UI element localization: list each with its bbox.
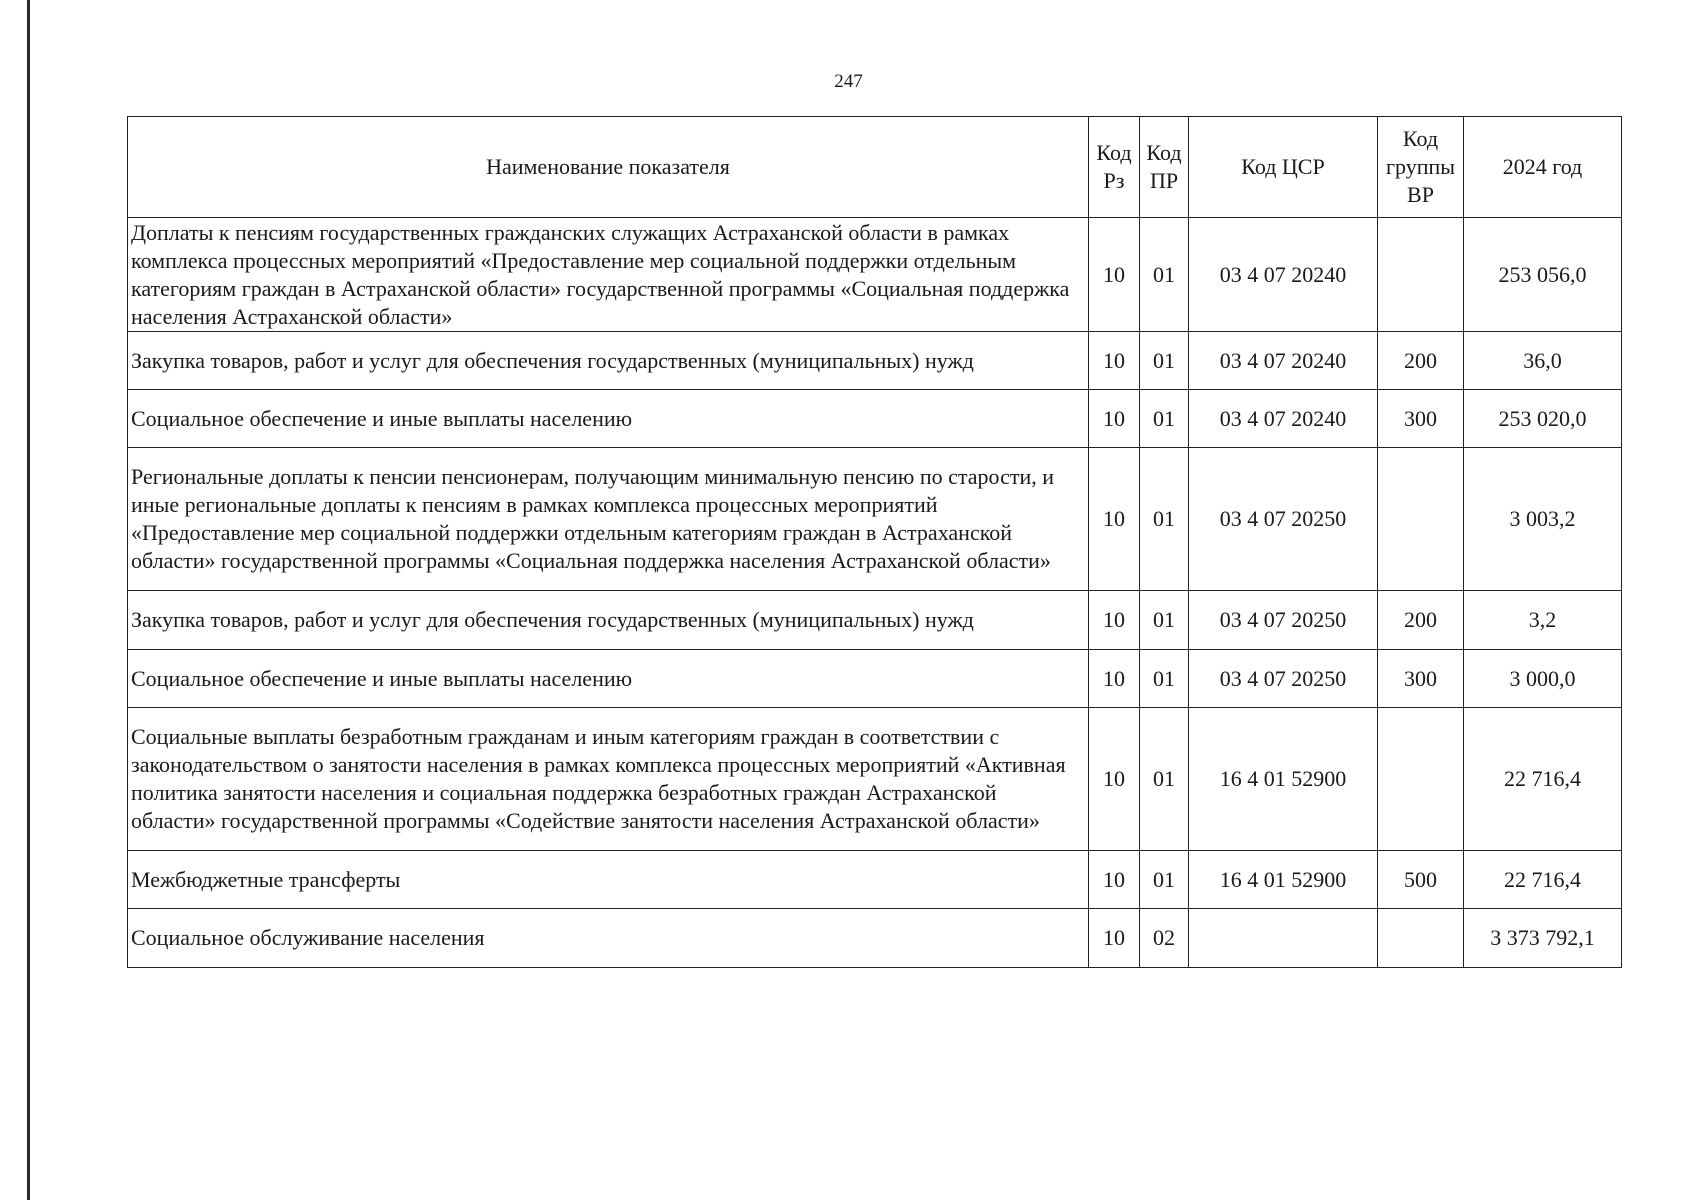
- table-row: [128, 708, 1622, 851]
- row-amount: 3,2: [1464, 591, 1622, 650]
- row-csr: [1189, 909, 1378, 968]
- row-vr: 200: [1378, 591, 1464, 650]
- row-name: Региональные доплаты к пенсии пенсионерам, получающим минимальную пенсию по старости, и иные региональные доплаты к пенсиям в рамках комплекса процессных мероприятий «Предоставление мер социальной поддержки отдельным категориям граждан в Астраханской области» государственной программы «Социальная поддержка населения Астраханской области»: [128, 448, 1089, 591]
- binding-margin-line: [27, 0, 30, 1200]
- table-row: [128, 390, 1622, 448]
- row-csr: 03 4 07 20250: [1189, 650, 1378, 708]
- row-amount: 3 003,2: [1464, 448, 1622, 591]
- row-vr: 300: [1378, 650, 1464, 708]
- table-row: [128, 909, 1622, 968]
- row-vr: 500: [1378, 851, 1464, 909]
- row-name: Закупка товаров, работ и услуг для обеспечения государственных (муниципальных) нужд: [128, 332, 1089, 390]
- row-rz: 10: [1089, 650, 1140, 708]
- row-rz: 10: [1089, 591, 1140, 650]
- row-csr: 03 4 07 20250: [1189, 448, 1378, 591]
- row-pr: 01: [1140, 448, 1189, 591]
- table-header-row: [128, 117, 1622, 218]
- table-row: [128, 332, 1622, 390]
- row-vr: [1378, 909, 1464, 968]
- row-amount: 253 056,0: [1464, 218, 1622, 332]
- row-pr: 02: [1140, 909, 1189, 968]
- row-name: Социальные выплаты безработным гражданам и иным категориям граждан в соответствии с законодательством о занятости населения в рамках комплекса процессных мероприятий «Активная политика занятости населения и социальная поддержка безработных граждан Астраханской области» государственной программы «Содействие занятости населения Астраханской области»: [128, 708, 1089, 851]
- row-pr: 01: [1140, 390, 1189, 448]
- row-rz: 10: [1089, 448, 1140, 591]
- header-csr: Код ЦСР: [1189, 117, 1378, 218]
- row-amount: 3 373 792,1: [1464, 909, 1622, 968]
- header-year: 2024 год: [1464, 117, 1622, 218]
- row-csr: 16 4 01 52900: [1189, 851, 1378, 909]
- row-csr: 03 4 07 20240: [1189, 390, 1378, 448]
- table-row: [128, 218, 1622, 332]
- row-csr: 03 4 07 20240: [1189, 332, 1378, 390]
- row-name: Социальное обеспечение и иные выплаты населению: [128, 650, 1089, 708]
- table-row: [128, 448, 1622, 591]
- row-rz: 10: [1089, 390, 1140, 448]
- row-rz: 10: [1089, 332, 1140, 390]
- row-pr: 01: [1140, 708, 1189, 851]
- table-row: [128, 591, 1622, 650]
- table-row: [128, 650, 1622, 708]
- row-name: Закупка товаров, работ и услуг для обеспечения государственных (муниципальных) нужд: [128, 591, 1089, 650]
- row-amount: 22 716,4: [1464, 851, 1622, 909]
- row-rz: 10: [1089, 218, 1140, 332]
- row-pr: 01: [1140, 650, 1189, 708]
- header-vr: Код группы ВР: [1378, 117, 1464, 218]
- row-vr: [1378, 708, 1464, 851]
- row-amount: 3 000,0: [1464, 650, 1622, 708]
- row-csr: 03 4 07 20250: [1189, 591, 1378, 650]
- page-number: 247: [834, 71, 863, 92]
- row-amount: 36,0: [1464, 332, 1622, 390]
- row-amount: 253 020,0: [1464, 390, 1622, 448]
- row-vr: 200: [1378, 332, 1464, 390]
- row-name: Социальное обслуживание населения: [128, 909, 1089, 968]
- row-pr: 01: [1140, 851, 1189, 909]
- row-name: Доплаты к пенсиям государственных гражданских служащих Астраханской области в рамках комплекса процессных мероприятий «Предоставление мер социальной поддержки отдельным категориям граждан в Астраханской области» государственной программы «Социальная поддержка населения Астраханской области»: [128, 218, 1089, 332]
- row-pr: 01: [1140, 218, 1189, 332]
- row-vr: [1378, 448, 1464, 591]
- row-csr: 03 4 07 20240: [1189, 218, 1378, 332]
- row-vr: [1378, 218, 1464, 332]
- table-row: [128, 851, 1622, 909]
- row-rz: 10: [1089, 909, 1140, 968]
- row-pr: 01: [1140, 332, 1189, 390]
- header-pr: Код ПР: [1140, 117, 1189, 218]
- row-vr: 300: [1378, 390, 1464, 448]
- budget-table: [127, 116, 1622, 968]
- row-name: Межбюджетные трансферты: [128, 851, 1089, 909]
- row-amount: 22 716,4: [1464, 708, 1622, 851]
- row-rz: 10: [1089, 708, 1140, 851]
- row-rz: 10: [1089, 851, 1140, 909]
- row-csr: 16 4 01 52900: [1189, 708, 1378, 851]
- row-pr: 01: [1140, 591, 1189, 650]
- header-rz: Код Рз: [1089, 117, 1140, 218]
- header-name: Наименование показателя: [128, 117, 1089, 218]
- row-name: Социальное обеспечение и иные выплаты населению: [128, 390, 1089, 448]
